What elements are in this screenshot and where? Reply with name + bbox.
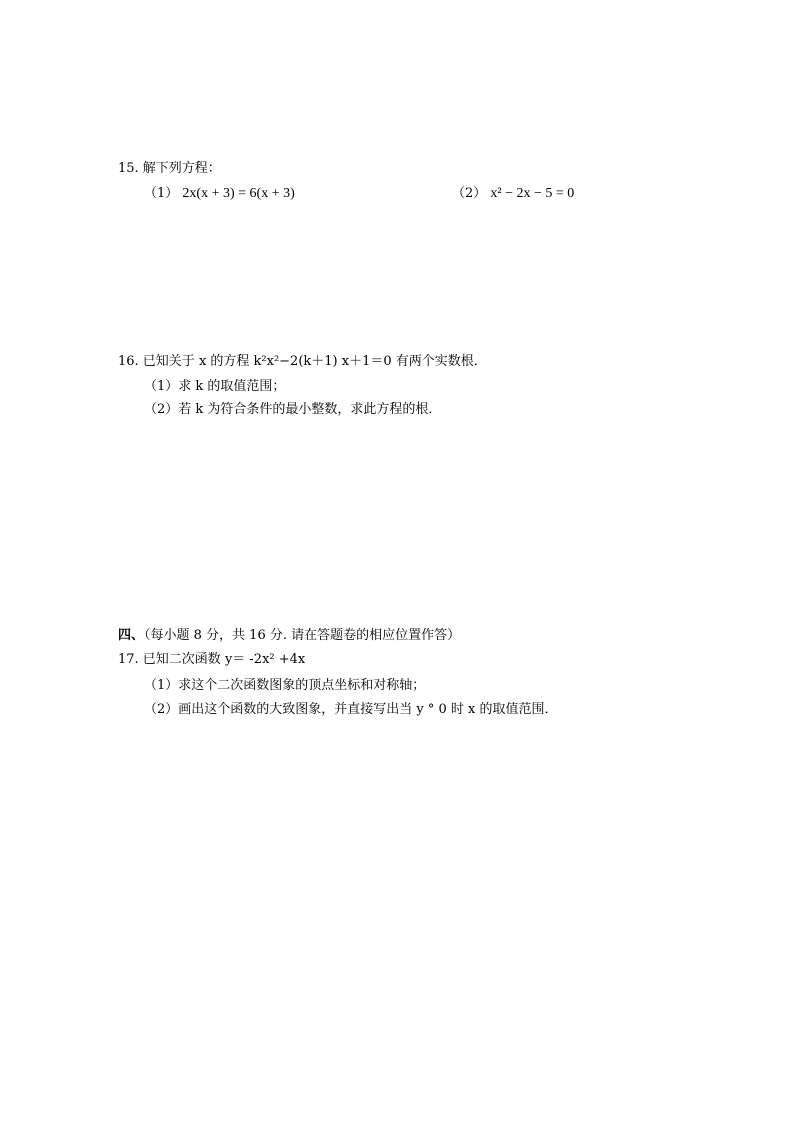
- q15-part1: [144, 185, 295, 203]
- q15-part2: [452, 185, 574, 203]
- section-4-note: （每小题 8 分，共 16 分. 请在答题卷的相应位置作答）: [144, 628, 461, 643]
- q16-stem: 16. 已知关于 x 的方程 k²x²−2(k＋1) x＋1＝0 有两个实数根．: [118, 354, 487, 369]
- q17-part1: （1）求这个二次函数图象的顶点坐标和对称轴；: [144, 678, 426, 693]
- q15-part2-label: （2）: [452, 186, 487, 201]
- q17-part2: （2）画出这个函数的大致图象，并直接写出当 y ° 0 时 x 的取值范围．: [144, 702, 558, 717]
- section-4-heading: 四、: [118, 628, 145, 643]
- q15-part1-equation: 2x(x + 3) = 6(x + 3): [182, 186, 295, 201]
- q16-part1: （1）求 k 的取值范围；: [144, 379, 286, 394]
- q17-stem: 17. 已知二次函数 y＝ -2x² +4x: [118, 652, 306, 667]
- q15-stem: 15. 解下列方程：: [118, 161, 221, 176]
- q15-part1-label: （1）: [144, 186, 179, 201]
- q15-part2-equation: x² − 2x − 5 = 0: [490, 186, 575, 201]
- section-4-header: [118, 627, 460, 645]
- q16-part2: （2）若 k 为符合条件的最小整数，求此方程的根．: [144, 402, 442, 417]
